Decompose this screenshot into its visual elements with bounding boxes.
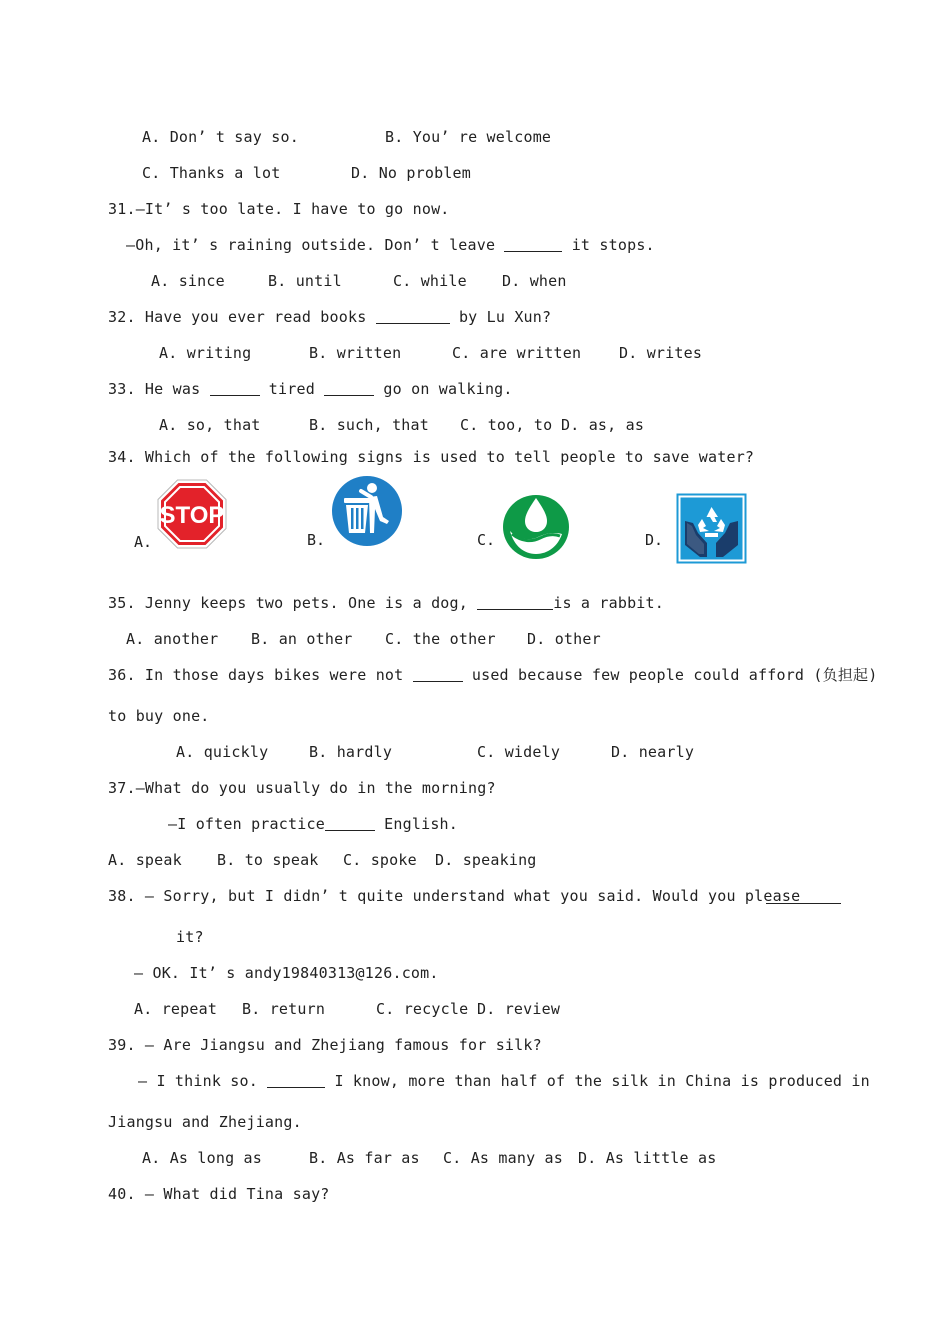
q35-option-d: D. other — [527, 630, 601, 648]
q38-stem: 38. — Sorry, but I didn’ t quite understand what you said. Would you please — [108, 887, 801, 905]
q36-option-a: A. quickly — [176, 743, 269, 761]
q30-option-d: D. No problem — [351, 164, 471, 182]
q39-option-b: B. As far as — [309, 1149, 420, 1167]
q39-option-a: A. As long as — [142, 1149, 262, 1167]
answer-blank — [766, 888, 841, 904]
q37-option-a: A. speak — [108, 851, 182, 869]
q33-mid: tired — [268, 380, 315, 398]
q35-option-b: B. an other — [251, 630, 353, 648]
q37-answer — [168, 814, 458, 834]
q37-stem: 37.—What do you usually do in the morning? — [108, 779, 496, 797]
q35-after: is a rabbit. — [553, 594, 665, 612]
q35-option-c: C. the other — [385, 630, 496, 648]
q39-stem: 39. — Are Jiangsu and Zhejiang famous for silk? — [108, 1036, 542, 1054]
q38-option-b: B. return — [242, 1000, 326, 1018]
q35-option-a: A. another — [126, 630, 219, 648]
q36-after: used because few people could afford (负担起) — [471, 666, 878, 684]
q36-option-c: C. widely — [477, 743, 561, 761]
q36-stem — [108, 665, 877, 685]
q30-option-a: A. Don’ t say so. — [142, 128, 299, 146]
q33-before: 33. He was — [108, 380, 201, 398]
q38-reply: — OK. It’ s andy19840313@126.com. — [134, 964, 439, 982]
q31-option-c: C. while — [393, 272, 467, 290]
q33-option-b: B. such, that — [309, 416, 429, 434]
q31-line2-after: it stops. — [571, 236, 655, 254]
answer-blank — [325, 815, 375, 831]
q31-option-d: D. when — [502, 272, 567, 290]
q30-option-c: C. Thanks a lot — [142, 164, 281, 182]
q38-option-a: A. repeat — [134, 1000, 218, 1018]
q33-option-a: A. so, that — [159, 416, 261, 434]
q30-option-b: B. You’ re welcome — [385, 128, 552, 146]
water-drop-icon — [502, 494, 570, 560]
q32-after: by Lu Xun? — [458, 308, 552, 326]
q33-after: go on walking. — [383, 380, 513, 398]
q33-option-d: D. as, as — [561, 416, 645, 434]
q39-option-c: C. As many as — [443, 1149, 563, 1167]
q31-stem: 31.—It’ s too late. I have to go now. — [108, 200, 450, 218]
q31-option-b: B. until — [268, 272, 342, 290]
q39-option-d: D. As little as — [578, 1149, 717, 1167]
q33-stem — [108, 379, 513, 399]
q33-option-c: C. too, to — [460, 416, 553, 434]
q35-before: 35. Jenny keeps two pets. One is a dog, — [108, 594, 468, 612]
q32-option-c: C. are written — [452, 344, 582, 362]
q39-ans-before: — I think so. — [138, 1072, 258, 1090]
q32-option-b: B. written — [309, 344, 402, 362]
q32-stem — [108, 307, 551, 327]
q32-before: 32. Have you ever read books — [108, 308, 367, 326]
answer-blank — [267, 1072, 325, 1088]
q31-line2-before: —Oh, it’ s raining outside. Don’ t leave — [126, 236, 496, 254]
answer-blank — [477, 594, 553, 610]
q34-option-c: C. — [477, 531, 496, 549]
q36-before: 36. In those days bikes were not — [108, 666, 404, 684]
answer-blank — [413, 666, 463, 682]
answer-blank — [504, 236, 562, 252]
q36-option-d: D. nearly — [611, 743, 695, 761]
q39-ans-after: I know, more than half of the silk in China is produced in — [334, 1072, 870, 1090]
q38-option-c: C. recycle — [376, 1000, 469, 1018]
q34-stem: 34. Which of the following signs is used to tell people to save water? — [108, 448, 755, 466]
answer-blank — [324, 380, 374, 396]
q34-option-a: A. — [134, 533, 153, 551]
q34-option-b: B. — [307, 531, 326, 549]
trash-bin-icon — [331, 475, 403, 547]
q37-option-c: C. spoke — [343, 851, 417, 869]
q36-option-b: B. hardly — [309, 743, 393, 761]
q37-option-d: D. speaking — [435, 851, 537, 869]
q37-option-b: B. to speak — [217, 851, 319, 869]
q38-option-d: D. review — [477, 1000, 561, 1018]
answer-blank — [376, 308, 450, 324]
stop-sign-text: STOP — [159, 502, 225, 529]
q31-line2 — [126, 235, 655, 255]
q35-stem — [108, 593, 664, 613]
q31-option-a: A. since — [151, 272, 225, 290]
q32-option-a: A. writing — [159, 344, 252, 362]
q37-ans-before: —I often practice — [168, 815, 325, 833]
q37-ans-after: English. — [384, 815, 459, 833]
answer-blank — [210, 380, 260, 396]
q39-line3: Jiangsu and Zhejiang. — [108, 1113, 302, 1131]
q32-option-d: D. writes — [619, 344, 703, 362]
q40-stem: 40. — What did Tina say? — [108, 1185, 330, 1203]
q39-answer — [138, 1071, 870, 1091]
q38-line2: it? — [176, 928, 204, 946]
q36-line2: to buy one. — [108, 707, 210, 725]
stop-sign-icon — [157, 479, 227, 549]
recycle-hands-icon — [676, 493, 747, 564]
q34-option-d: D. — [645, 531, 664, 549]
